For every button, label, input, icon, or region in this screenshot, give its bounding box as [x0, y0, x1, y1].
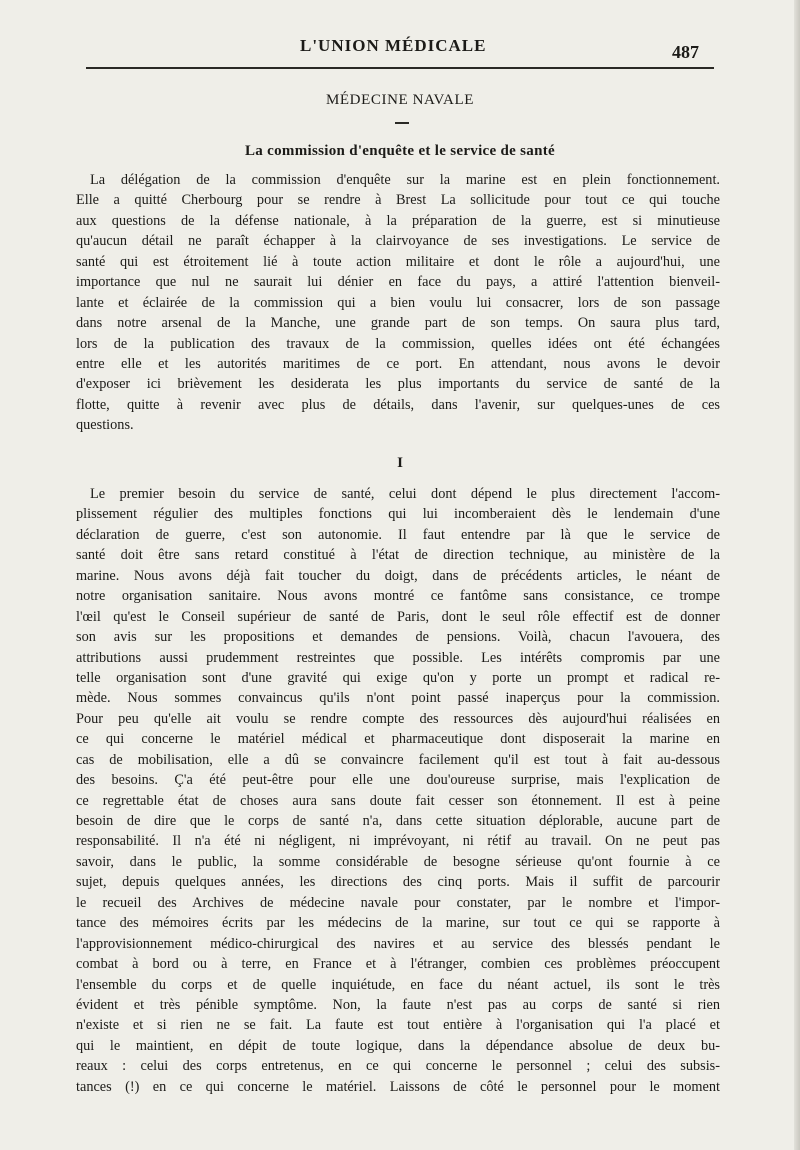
page-edge-shadow	[794, 0, 800, 1150]
text-line: flotte, quitte à revenir avec plus de détails, dans l'avenir, sur quelques-unes de ces	[76, 396, 720, 413]
text-line: entre elle et les autorités maritimes de ce port. En attendant, nous avons le devoir	[76, 355, 720, 372]
text-line: notre organisation sanitaire. Nous avons montré ce fantôme sans consistance, ce trompe	[76, 588, 720, 605]
text-line: l'œil qu'est le Conseil supérieur de santé de Paris, dont le seul rôle effectif est de donner	[76, 608, 720, 625]
text-line: d'exposer ici brièvement les desiderata les plus importants du service de santé de la	[76, 376, 720, 393]
text-line: santé doit être sans retard constitué à l'état de direction technique, au ministère de la	[76, 547, 720, 564]
text-line: reaux : celui des corps entretenus, en ce qui concerne le personnel ; celui des subsis-	[76, 1058, 720, 1075]
text-line: ce regrettable état de choses aura sans doute fait cesser son étonnement. Il est à peine	[76, 792, 720, 809]
running-header	[0, 36, 800, 66]
text-line: aux questions de la défense nationale, à la préparation de la guerre, est si minutieuse	[76, 212, 720, 229]
text-line: tance des mémoires écrits par les médecins de la marine, sur tout ce qui se rapporte à	[76, 915, 720, 932]
text-line: questions.	[76, 417, 134, 434]
text-line: lante et éclairée de la commission qui a bien voulu lui consacrer, lors de son passage	[76, 294, 720, 311]
text-line: dans notre arsenal de la Manche, une grande part de son temps. On saura plus tard,	[76, 315, 720, 332]
text-line: importance que nul ne saurait lui dénier en face du pays, a attiré l'attention bienveil-	[76, 274, 720, 291]
text-line: combat à bord ou à terre, en France et à l'étranger, combien ces problèmes préoccupent	[76, 956, 720, 973]
text-line: Pour peu qu'elle ait voulu se rendre compte des ressources dès aujourd'hui réalisées en	[76, 710, 720, 727]
text-line: responsabilité. Il n'a été ni négligent, ni imprévoyant, ni rétif au travail. On ne peut pas	[76, 833, 720, 850]
text-line: qu'aucun détail ne paraît échapper à la clairvoyance de ses investigations. Le service de	[76, 233, 720, 250]
text-line: son avis sur les propositions et demandes de pensions. Voilà, chacun l'avouera, des	[76, 629, 720, 646]
text-line: évident et très pénible symptôme. Non, la faute n'est pas au corps de santé si rien	[76, 996, 720, 1013]
text-line: telle organisation sont d'une gravité qui exige qu'on y porte un prompt et radical re-	[76, 669, 720, 686]
text-line: le recueil des Archives de médecine navale pour constater, par le nombre et l'impor-	[76, 894, 720, 911]
section-divider	[395, 122, 409, 124]
article-title: La commission d'enquête et le service de santé	[244, 143, 555, 159]
text-line: Le premier besoin du service de santé, celui dont dépend le plus directement l'accom-	[90, 486, 720, 502]
text-line: ce qui concerne le matériel médical et pharmaceutique dont disposerait la marine en	[76, 731, 720, 748]
text-line: sujet, depuis quelques années, les directions des cinq ports. Mais il suffit de parcourir	[76, 874, 720, 891]
section-numeral: I	[397, 455, 403, 471]
text-line: mède. Nous sommes convaincus qu'ils n'ont point passé inaperçus pour la commission.	[76, 690, 720, 707]
text-line: cas de mobilisation, elle a dû se convaincre facilement qu'il est tout à fait au-dessous	[76, 751, 720, 768]
page-number: 487	[672, 42, 699, 62]
journal-title: L'UNION MÉDICALE	[300, 36, 487, 55]
text-line: marine. Nous avons déjà fait toucher du doigt, dans de précédents articles, le néant de	[76, 567, 720, 584]
text-line: savoir, dans le public, la somme considérable de besogne sérieuse qu'ont fournie à ce	[76, 853, 720, 870]
text-line: des besoins. Ç'a été peut-être pour elle une dou'oureuse surprise, mais l'explication de	[76, 772, 720, 789]
text-line: santé qui est étroitement lié à toute action militaire et dont le rôle a aujourd'hui, une	[76, 253, 720, 270]
paragraph-1	[76, 170, 720, 436]
text-line: l'approvisionnement médico-chirurgical des navires et au service des blessés pendant le	[76, 935, 720, 952]
text-line: lors de la publication des travaux de la commission, quelles idées ont été échangées	[76, 335, 720, 352]
header-rule	[86, 67, 714, 69]
text-line: attributions aussi prudemment restreintes que possible. Les intérêts compromis par une	[76, 649, 720, 666]
paragraph-2	[76, 484, 720, 1097]
text-line: besoin de dire que le corps de santé n'a, dans cette situation déplorable, aucune part de	[76, 813, 720, 829]
text-line: tances (!) en ce qui concerne le matériel. Laissons de côté le personnel pour le moment	[76, 1078, 720, 1095]
text-line: n'existe et si rien ne se fait. La faute est tout entière à l'organisation qui l'a placé et	[76, 1017, 720, 1034]
text-line: qui le maintient, en dépit de toute logique, dans la dépendance absolue de deux bu-	[76, 1037, 720, 1054]
text-line: déclaration de guerre, c'est son autonomie. Il faut entendre par là que le service de	[76, 526, 720, 543]
text-line: l'ensemble du corps et de quelle inquiétude, en face du néant actuel, ils sont le très	[76, 976, 720, 993]
section-title: MÉDECINE NAVALE	[325, 92, 475, 108]
text-line: Elle a quitté Cherbourg pour se rendre à Brest La sollicitude pour tout ce qui touche	[76, 192, 720, 209]
text-line: plissement régulier des multiples fonctions qui lui incomberaient dès le lendemain d'une	[76, 506, 720, 523]
text-line: La délégation de la commission d'enquête sur la marine est en plein fonctionnement.	[90, 172, 720, 188]
